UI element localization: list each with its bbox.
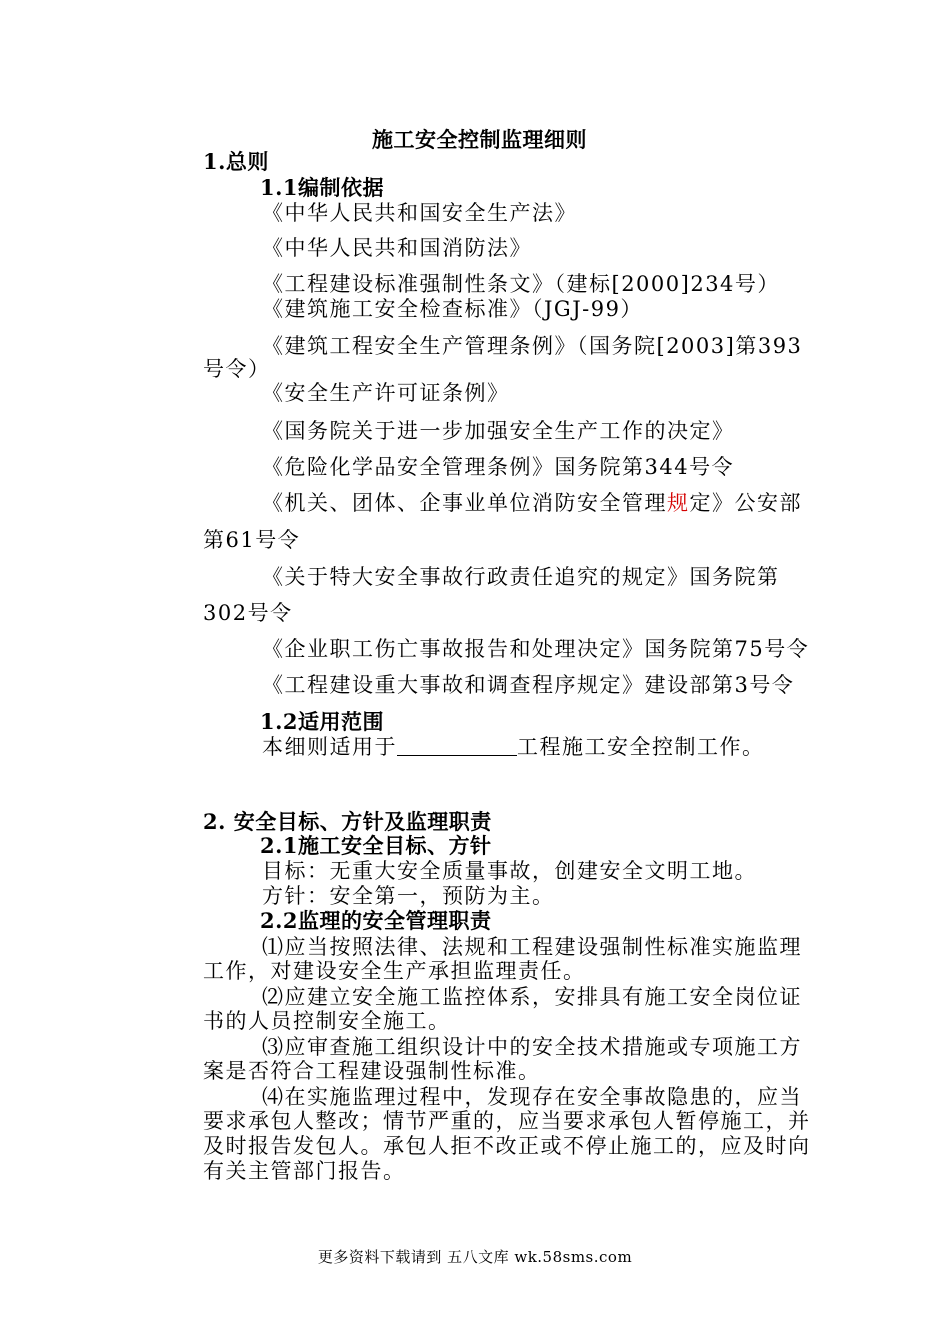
- section-2-2-heading: 2.2监理的安全管理职责: [260, 908, 492, 933]
- ref-text: 定》公安部: [689, 491, 802, 515]
- duty-item: ⑵应建立安全施工监控体系，安排具有施工安全岗位证: [262, 985, 802, 1009]
- section-1-heading: 1.总则: [203, 149, 269, 174]
- policy-text: 方针：安全第一，预防为主。: [262, 884, 555, 908]
- section-1-2-heading: 1.2适用范围: [260, 709, 385, 734]
- footer-link[interactable]: 更多资料下载请到 五八文库 wk.58sms.com: [317, 1248, 633, 1266]
- scope-text: [262, 735, 765, 759]
- duty-item-cont: 有关主管部门报告。: [203, 1159, 406, 1183]
- scope-pre: 本细则适用于: [262, 735, 397, 759]
- ref-item: 《关于特大安全事故行政责任追究的规定》国务院第: [262, 565, 780, 589]
- ref-item-cont: 302号令: [203, 601, 293, 625]
- duty-item: ⑴应当按照法律、法规和工程建设强制性标准实施监理: [262, 935, 802, 959]
- ref-item: [262, 491, 802, 515]
- scope-post: 工程施工安全控制工作。: [517, 735, 765, 759]
- duty-item-cont: 要求承包人整改；情节严重的，应当要求承包人暂停施工，并: [203, 1109, 811, 1133]
- section-2-heading: 2. 安全目标、方针及监理职责: [203, 809, 492, 834]
- ref-item: 《建筑施工安全检查标准》（JGJ-99）: [262, 297, 643, 321]
- duty-item: ⑷在实施监理过程中，发现存在安全事故隐患的，应当: [262, 1085, 802, 1109]
- duty-item-cont: 及时报告发包人。承包人拒不改正或不停止施工的，应及时向: [203, 1134, 811, 1158]
- ref-item: 《安全生产许可证条例》: [262, 381, 510, 405]
- ref-item-cont: 第61号令: [203, 528, 301, 552]
- duty-item-cont: 工作，对建设安全生产承担监理责任。: [203, 959, 586, 983]
- ref-item-cont: 号令）: [203, 357, 271, 381]
- duty-item-cont: 书的人员控制安全施工。: [203, 1009, 451, 1033]
- ref-item: 《危险化学品安全管理条例》国务院第344号令: [262, 455, 735, 479]
- ref-item: 《中华人民共和国消防法》: [262, 236, 532, 260]
- ref-item: 《企业职工伤亡事故报告和处理决定》国务院第75号令: [262, 637, 810, 661]
- page-title: 施工安全控制监理细则: [372, 127, 587, 152]
- duty-item-cont: 案是否符合工程建设强制性标准。: [203, 1059, 541, 1083]
- section-1-1-heading: 1.1编制依据: [260, 175, 385, 200]
- ref-item: 《工程建设标准强制性条文》（建标[2000]234号）: [262, 272, 780, 296]
- highlighted-char: 规: [667, 491, 690, 515]
- ref-item: 《工程建设重大事故和调查程序规定》建设部第3号令: [262, 673, 795, 697]
- duty-item: ⑶应审查施工组织设计中的安全技术措施或专项施工方: [262, 1035, 802, 1059]
- ref-text: 《机关、团体、企事业单位消防安全管理: [262, 491, 667, 515]
- ref-item: 《国务院关于进一步加强安全生产工作的决定》: [262, 419, 735, 443]
- blank-underline: [397, 737, 517, 756]
- ref-item: 《中华人民共和国安全生产法》: [262, 201, 577, 225]
- goal-text: 目标：无重大安全质量事故，创建安全文明工地。: [262, 859, 757, 883]
- section-2-1-heading: 2.1施工安全目标、方针: [260, 833, 492, 858]
- ref-item: 《建筑工程安全生产管理条例》（国务院[2003]第393: [262, 334, 803, 358]
